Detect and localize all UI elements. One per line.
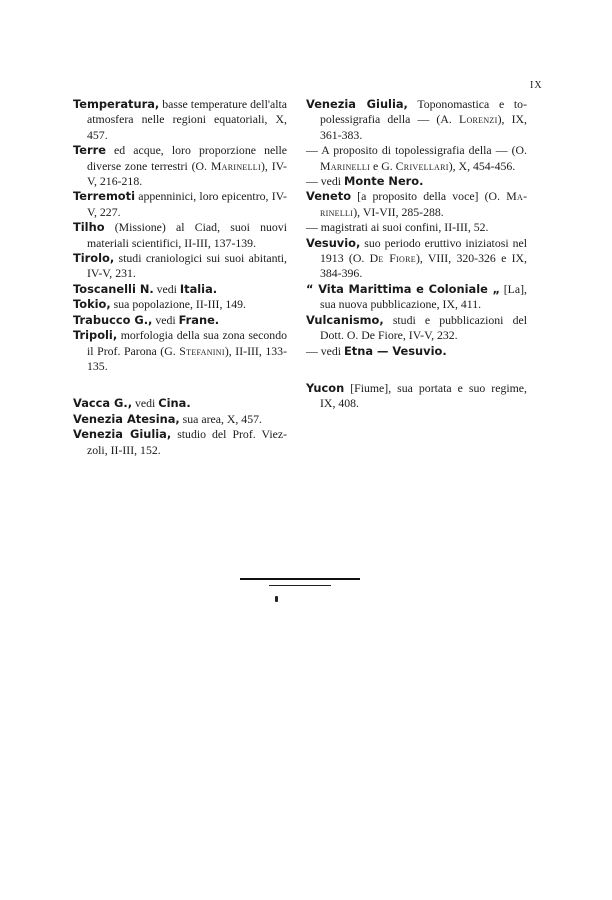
entry-headword: Trabucco G., — [73, 312, 153, 327]
entry-text: studi e pubblicazioni del Dott. O. De Fiore, IV-V, 232. — [320, 312, 527, 343]
index-entry — [306, 344, 527, 359]
entry-text: e G. — [370, 158, 396, 173]
page-number: IX — [530, 80, 543, 91]
entry-headword: Terre — [73, 143, 106, 158]
entry-text: — vedi — [306, 343, 345, 358]
cross-reference: Cina. — [158, 396, 191, 411]
entry-text: ), VI-VII, 285-288. — [353, 204, 444, 219]
entry-text: ), II-III, 133-135. — [87, 343, 287, 373]
index-entry — [306, 282, 527, 313]
index-entry — [73, 297, 287, 312]
entry-text: suo periodo eruttivo iniziatosi nel 1913 (O. — [320, 235, 527, 266]
entry-text: ed acque, loro proporzione nelle diverse zone terrestri (O. — [87, 143, 287, 173]
entry-text: ), VIII, 320-326 e IX, 384-396. — [320, 251, 528, 281]
cross-reference: Frane. — [178, 312, 220, 327]
entry-text: vedi — [152, 312, 179, 327]
author-name: De Fiore — [369, 251, 416, 266]
entry-text: — A proposito di topolessigrafia della — (O. — [306, 143, 527, 158]
entry-text: studi craniologici sui suoi abitanti, IV-V, 231. — [87, 251, 287, 281]
entry-text: Toponomastica e topolessigrafia della — (A. — [320, 97, 528, 127]
index-column-right — [306, 97, 527, 412]
author-name: Marinelli — [320, 189, 527, 219]
entry-headword: Vesuvio, — [306, 235, 361, 250]
index-entry — [306, 313, 527, 344]
entry-text: appenninici, loro epicentro, IV-V, 227. — [87, 189, 287, 219]
entry-headword: Tirolo, — [73, 251, 115, 266]
entry-headword: Yucon — [306, 380, 345, 395]
index-entry — [306, 143, 527, 174]
section-gap — [306, 359, 527, 381]
entry-headword: Terremoti — [73, 189, 135, 204]
index-entry — [73, 313, 287, 328]
entry-text: [La], sua nuova pubblicazione, IX, 411. — [320, 281, 527, 312]
entry-text: [Fiume], sua portata e suo regime, IX, 408. — [320, 380, 527, 411]
entry-headword: Venezia Giulia, — [306, 97, 408, 111]
entry-text: [a proposito della voce] (O. — [351, 189, 507, 204]
entry-text: (Missione) al Ciad, suoi nuovi materiali scientifici, II-III, 137-139. — [87, 220, 287, 250]
entry-headword: Tripoli, — [73, 328, 118, 343]
entry-text: sua popolazione, II-III, 149. — [110, 297, 247, 312]
entry-text: ), IX, 361-383. — [320, 112, 527, 142]
index-entry — [73, 143, 287, 189]
entry-headword: Toscanelli N. — [73, 281, 154, 296]
entry-headword: Venezia Atesina, — [73, 411, 180, 426]
index-entry — [73, 328, 287, 374]
closing-rule-thick — [240, 578, 360, 580]
cross-reference: Italia. — [179, 281, 218, 296]
entry-text: ), X, 454-456. — [448, 158, 516, 173]
ornament-mark — [275, 596, 278, 602]
entry-headword: “ Vita Marittima e Coloniale „ — [306, 281, 501, 296]
index-entry — [73, 396, 287, 411]
entry-text: studio del Prof. Viezzoli, II-III, 152. — [87, 427, 288, 457]
index-entry — [306, 220, 527, 235]
section-gap — [73, 374, 287, 396]
index-entry — [306, 236, 527, 282]
entry-text: — magistrati ai suoi confini, II-III, 52. — [306, 220, 489, 235]
closing-rule-thin — [269, 585, 331, 586]
index-entry — [73, 427, 287, 458]
author-name: Marinelli — [320, 158, 371, 173]
index-entry — [306, 97, 527, 143]
entry-text: vedi — [153, 281, 180, 296]
author-name: Stefanini — [179, 343, 225, 358]
index-entry — [306, 189, 527, 220]
entry-text: basse temperature dell'alta atmosfera nelle regioni equatoriali, X, 457. — [87, 97, 287, 142]
index-entry — [73, 282, 287, 297]
entry-text: — vedi — [306, 174, 345, 189]
cross-reference: Etna — Vesuvio. — [344, 343, 447, 358]
entry-headword: Temperatura, — [73, 97, 160, 111]
index-entry — [306, 381, 527, 412]
index-entry — [73, 97, 287, 143]
entry-headword: Vulcanismo, — [306, 312, 384, 327]
entry-text: sua area, X, 457. — [179, 411, 262, 426]
author-name: Lorenzi — [458, 112, 498, 127]
entry-text: vedi — [132, 396, 159, 411]
entry-headword: Tokio, — [73, 297, 111, 312]
entry-text: morfologia della sua zona secondo il Prof. Parona (G. — [87, 328, 287, 358]
entry-headword: Venezia Giulia, — [73, 427, 172, 442]
index-entry — [306, 174, 527, 189]
entry-headword: Tilho — [73, 220, 105, 235]
entry-text: ), IV-V, 216-218. — [87, 158, 287, 189]
index-column-left — [73, 97, 287, 458]
entry-headword: Vacca G., — [73, 396, 133, 411]
author-name: Crivellari — [395, 158, 449, 173]
index-entry — [73, 251, 287, 282]
index-entry — [73, 189, 287, 220]
entry-headword: Veneto — [306, 189, 352, 204]
cross-reference: Monte Nero. — [344, 174, 424, 189]
index-entry — [73, 412, 287, 427]
author-name: Marinelli — [210, 158, 261, 173]
index-entry — [73, 220, 287, 251]
